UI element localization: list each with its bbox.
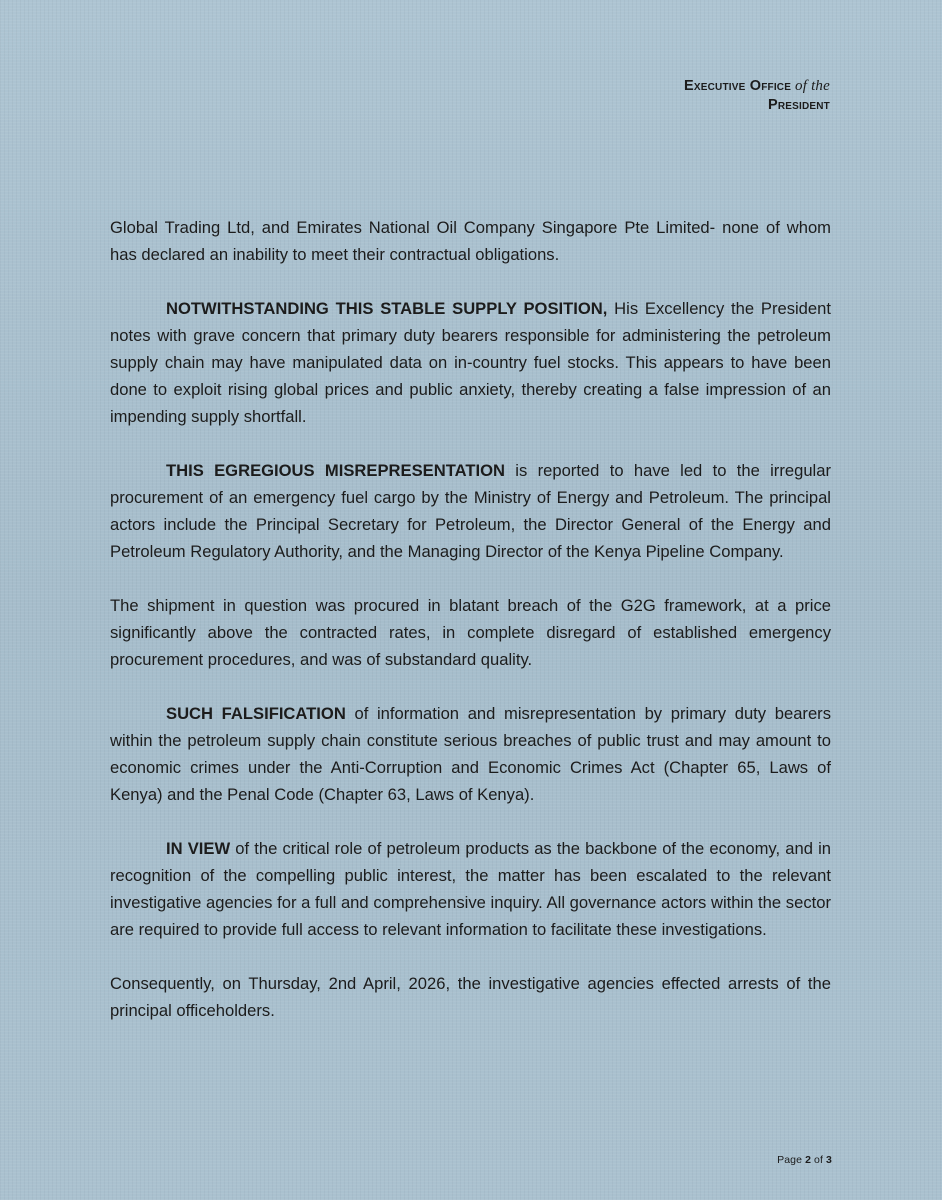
paragraph-text: Consequently, on Thursday, 2nd April, 2026, the investigative agencies effected arrests of the principal officeholders. (110, 974, 831, 1020)
letterhead-line-1 (684, 76, 830, 96)
paragraph-continuation (110, 214, 831, 268)
paragraph-text: is reported to have led to the irregular procurement of an emergency fuel cargo by the Ministry of Energy and Petroleum. The principal actors include the Principal Secretary for Petroleum, the Director General of the Energy and Petroleum Regulatory Authority, and the Managing Director of the Kenya Pipeline Company. (110, 461, 831, 561)
paragraph-lead: SUCH FALSIFICATION (166, 704, 346, 723)
paragraph-lead: NOTWITHSTANDING THIS STABLE SUPPLY POSITION, (166, 299, 608, 318)
paragraph-notwithstanding (110, 295, 831, 430)
paragraph-lead: IN VIEW (166, 839, 231, 858)
paragraph-in-view (110, 835, 831, 943)
letterhead-president: President (767, 97, 830, 113)
page-of: of (814, 1154, 824, 1166)
paragraph-text: The shipment in question was procured in blatant breach of the G2G framework, at a price significantly above the contracted rates, in complete disregard of established emergency procurement procedures, and was of substandard quality. (110, 596, 831, 669)
paragraph-lead: THIS EGREGIOUS MISREPRESENTATION (166, 461, 505, 480)
paragraph-text: of information and misrepresentation by primary duty bearers within the petroleum supply chain constitute serious breaches of public trust and may amount to economic crimes under the Anti-Corruption and Economic Crimes Act (Chapter 65, Laws of Kenya) and the Penal Code (Chapter 63, Laws of Kenya). (110, 704, 831, 804)
page-total: 3 (826, 1154, 832, 1166)
page-word: Page (777, 1154, 803, 1166)
paragraph-text: of the critical role of petroleum products as the backbone of the economy, and in recognition of the compelling public interest, the matter has been escalated to the relevant investigative agencies for a full and comprehensive inquiry. All governance actors within the sector are required to provide full access to relevant information to facilitate these investigations. (110, 839, 831, 939)
letterhead-of-the: of the (795, 78, 830, 94)
letterhead (684, 76, 830, 115)
page-number (777, 1154, 832, 1166)
paragraph-consequently (110, 970, 831, 1024)
paragraph-falsification (110, 700, 831, 808)
paragraph-shipment (110, 592, 831, 673)
page-current: 2 (805, 1154, 812, 1166)
paragraph-text: Global Trading Ltd, and Emirates National Oil Company Singapore Pte Limited- none of whom has declared an inability to meet their contractual obligations. (110, 218, 831, 264)
letterhead-executive-office: Executive Office (684, 78, 792, 94)
paragraph-misrepresentation (110, 457, 831, 565)
paragraph-text: His Excellency the President notes with grave concern that primary duty bearers responsible for administering the petroleum supply chain may have manipulated data on in-country fuel stocks. This appears to have been done to exploit rising global prices and public anxiety, thereby creating a false impression of an impending supply shortfall. (110, 299, 831, 426)
document-body (110, 214, 831, 1024)
